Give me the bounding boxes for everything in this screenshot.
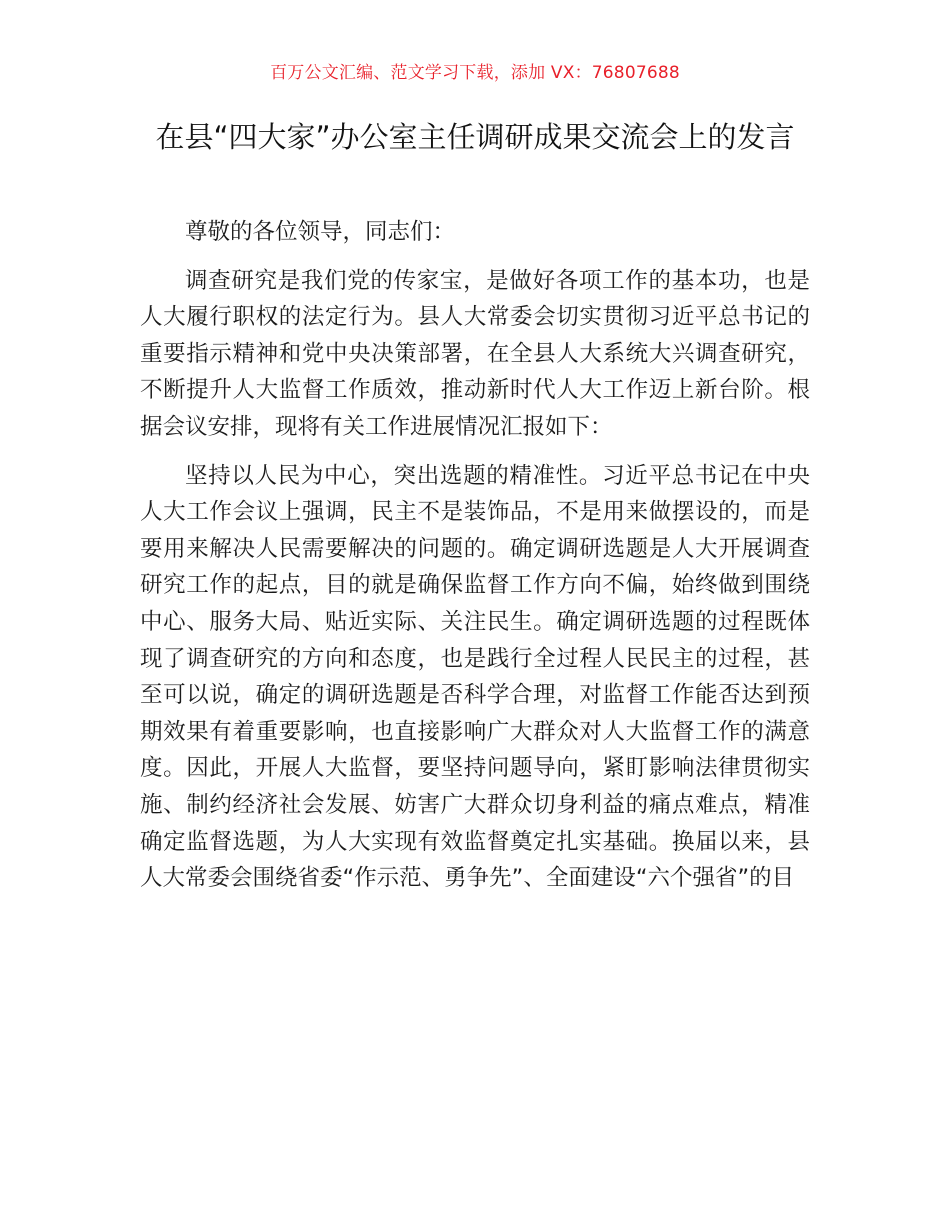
- greeting-line: 尊敬的各位领导，同志们：: [185, 219, 456, 245]
- paragraph-intro: 调查研究是我们党的传家宝，是做好各项工作的基本功，也是人大履行职权的法定行为。县人大常委会切实贯彻习近平总书记的重要指示精神和党中央决策部署，在全县人大系统大兴调查研究，不断提升人大监督工作质效，推动新时代人大工作迈上新台阶。根据会议安排，现将有关工作进展情况汇报如下：: [140, 267, 810, 440]
- document-body: [140, 214, 810, 897]
- paragraph-section-one: 坚持以人民为中心，突出选题的精准性。习近平总书记在中央人大工作会议上强调，民主不是装饰品，不是用来做摆设的，而是要用来解决人民需要解决的问题的。确定调研选题是人大开展调查研究工作的起点，目的就是确保监督工作方向不偏，始终做到围绕中心、服务大局、贴近实际、关注民生。确定调研选题的过程既体现了调查研究的方向和态度，也是践行全过程人民民主的过程，甚至可以说，确定的调研选题是否科学合理，对监督工作能否达到预期效果有着重要影响，也直接影响广大群众对人大监督工作的满意度。因此，开展人大监督，要坚持问题导向，紧盯影响法律贯彻实施、制约经济社会发展、妨害广大群众切身利益的痛点难点，精准确定监督选题，为人大实现有效监督奠定扎实基础。换届以来，县人大常委会围绕省委“作示范、勇争先”、全面建设“六个强省”的目: [140, 462, 810, 892]
- document-title: 在县“四大家”办公室主任调研成果交流会上的发言: [155, 120, 795, 154]
- watermark-banner: 百万公文汇编、范文学习下载，添加 VX：76807688: [270, 63, 680, 83]
